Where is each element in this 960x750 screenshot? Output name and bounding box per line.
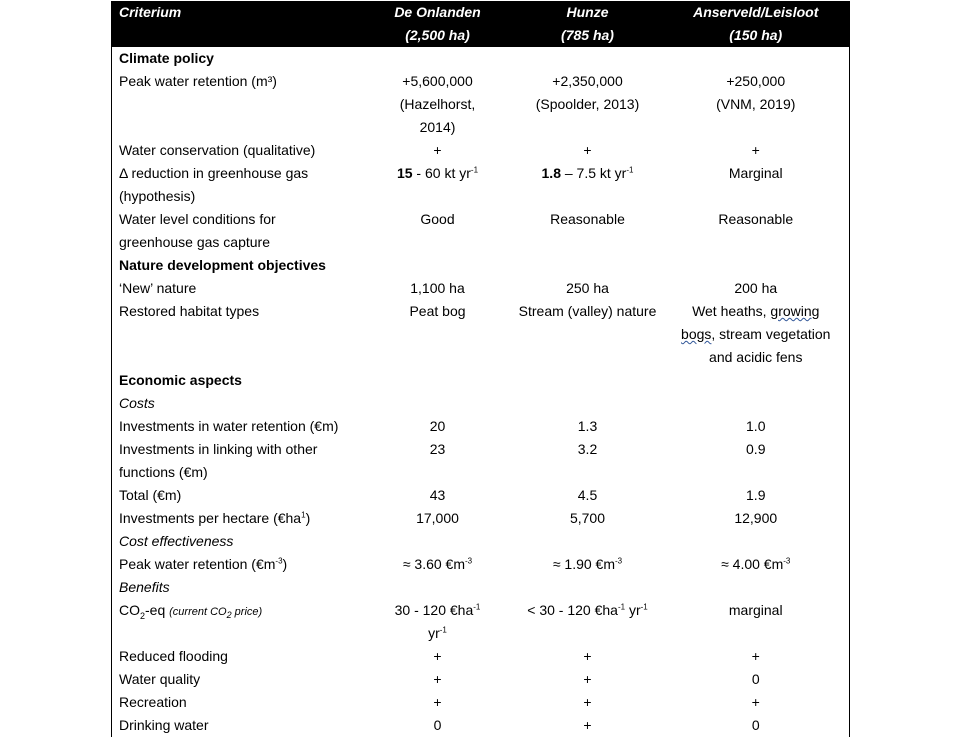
header-criterium: Criterium [112, 1, 363, 47]
cell-value [663, 70, 850, 139]
table-row [112, 70, 850, 139]
value-part: , stream vegetation [711, 326, 831, 342]
label-line: Δ reduction in greenhouse gas [119, 165, 309, 181]
cell-value: Reasonable [663, 208, 850, 254]
table-row [112, 691, 850, 714]
cell-value: 23 [429, 441, 446, 457]
cell-value: 15 - 60 kt $yr^{-1}$ [396, 165, 479, 181]
cell-value: 1,100 ha [410, 280, 465, 296]
source: (Spoolder, 2013) [535, 96, 640, 112]
cell-value [663, 300, 850, 369]
table-row [112, 507, 850, 530]
cell-value: 43 [429, 487, 446, 503]
table-row [112, 599, 850, 645]
table-row [112, 162, 850, 208]
table-row [112, 645, 850, 668]
row-label: Recreation [112, 691, 363, 714]
cell-value: + [663, 645, 850, 668]
value-part: Wet heaths, [692, 303, 771, 319]
value-part: bogs [681, 326, 712, 342]
value: +250,000 [726, 73, 786, 89]
value: 30 - 120 €ha [394, 602, 474, 618]
section-title: Climate policy [112, 47, 850, 70]
cell-value: + [433, 671, 442, 687]
subsection-cost-effectiveness [112, 530, 850, 553]
row-label: $CO_2-eq$ (current $CO_2$ price) [112, 599, 363, 645]
header-col1-area: (2,500 ha) [405, 27, 470, 43]
row-label: Investments in water retention (€m) [112, 415, 363, 438]
cell-value: 200 ha [663, 277, 850, 300]
subsection-title: Cost effectiveness [112, 530, 850, 553]
header-col2-area: (785 ha) [561, 27, 614, 43]
subsection-benefits [112, 576, 850, 599]
header-col3-name: Anserveld/Leisloot [693, 4, 819, 20]
table-row [112, 714, 850, 737]
cell-value: ≈ 4.00 $€m^{-3}$ [663, 553, 850, 576]
cell-value: 20 [429, 418, 446, 434]
value: ≈ 3.60 €m [402, 556, 466, 572]
value-rest: - 60 kt yr [412, 165, 471, 181]
row-label: ‘New’ nature [112, 277, 363, 300]
section-title: Economic aspects [112, 369, 850, 392]
section-nature-development [112, 254, 850, 277]
note-text: price) [231, 606, 263, 618]
cell-value: 17,000 [416, 510, 459, 526]
cell-value: + [433, 694, 442, 710]
label-line: greenhouse gas capture [119, 234, 270, 250]
cell-value: 0.9 [663, 438, 850, 484]
label-line: Water level conditions for [119, 211, 276, 227]
section-climate-policy [112, 47, 850, 70]
cell-value: Good [420, 211, 455, 227]
cell-value: marginal [663, 599, 850, 645]
subsection-title: Benefits [112, 576, 850, 599]
value: < 30 - 120 €ha [527, 602, 618, 618]
value-part: and acidic fens [709, 349, 803, 365]
row-label [112, 438, 363, 484]
cell-value: + [663, 691, 850, 714]
table-row [112, 438, 850, 484]
table-row [112, 484, 850, 507]
value-part: growing [770, 303, 820, 319]
note-text: (current CO [169, 606, 227, 618]
table-row [112, 139, 850, 162]
table-row [112, 277, 850, 300]
table-header-row [112, 1, 850, 47]
cell-value: + [433, 142, 442, 158]
section-economic-aspects [112, 369, 850, 392]
cell-value: 30 - 120 $€ha^{-1}$ $yr^{-1}$ [394, 602, 481, 641]
row-label: Peak water retention $(€m^{-3})$ [112, 553, 363, 576]
cell-value: 0 [433, 717, 442, 733]
row-label: Total (€m) [112, 484, 363, 507]
row-label: Peak water retention (m³) [112, 70, 363, 139]
cell-value: Peat bog [409, 303, 466, 319]
cell-value: 3.2 [577, 441, 598, 457]
cell-value: 1.0 [663, 415, 850, 438]
value-rest: – 7.5 kt yr [560, 165, 627, 181]
header-anserveld [663, 1, 850, 47]
cell-value: 5,700 [569, 510, 606, 526]
subsection-costs [112, 392, 850, 415]
cell-value [513, 70, 663, 139]
table-row [112, 415, 850, 438]
label-text: -eq [145, 602, 170, 618]
cell-value [363, 70, 513, 139]
header-de-onlanden [363, 1, 513, 47]
label-text: Investments per hectare (€ha [119, 510, 302, 526]
row-label: Reduced flooding [112, 645, 363, 668]
cell-value: + [583, 671, 592, 687]
table-row [112, 668, 850, 691]
cell-value: + [583, 648, 592, 664]
table-row [112, 300, 850, 369]
label-line: functions (€m) [119, 464, 208, 480]
label-note: (current $CO_2$ price) [169, 606, 263, 621]
row-label: Water quality [112, 668, 363, 691]
cell-value: 12,900 [663, 507, 850, 530]
value: ≈ 4.00 €m [721, 556, 784, 572]
table-row [112, 208, 850, 254]
label-text: CO [119, 602, 140, 618]
cell-value: 250 ha [566, 280, 609, 296]
label-text: Peak water retention (€m [119, 556, 276, 572]
subsection-title: Costs [112, 392, 850, 415]
value: +5,600,000 [402, 73, 473, 89]
label-line: (hypothesis) [119, 188, 196, 204]
row-label: Restored habitat types [112, 300, 363, 369]
row-label: Investments per hectare $(€ha^1)$ [112, 507, 363, 530]
cell-value: Reasonable [550, 211, 625, 227]
cell-value: + [583, 142, 592, 158]
header-col2-name: Hunze [566, 4, 609, 20]
cell-value: 4.5 [577, 487, 598, 503]
cell-value: + [583, 717, 592, 733]
cell-value: ≈ 3.60 $€m^{-3}$ [402, 556, 473, 572]
cell-value: 1.8 – 7.5 kt $yr^{-1}$ [541, 165, 634, 181]
section-title: Nature development objectives [112, 254, 850, 277]
value: yr [625, 602, 641, 618]
header-hunze [513, 1, 663, 47]
value: yr [428, 625, 440, 641]
cell-value: Stream (valley) nature [518, 303, 657, 319]
value-bold: 15 [396, 165, 413, 181]
source: 2014) [419, 119, 456, 135]
cell-value: + [433, 648, 442, 664]
table-row [112, 553, 850, 576]
row-label [112, 162, 363, 208]
header-col3-area: (150 ha) [729, 27, 783, 43]
cell-value: < 30 - 120 $€ha^{-1}$ $yr^{-1}$ [527, 602, 648, 618]
value: ≈ 1.90 €m [552, 556, 616, 572]
source: (VNM, 2019) [716, 96, 796, 112]
row-label [112, 208, 363, 254]
row-label: Water conservation (qualitative) [112, 139, 363, 162]
cell-value: 1.9 [663, 484, 850, 507]
label-line: Investments in linking with other [119, 441, 318, 457]
cell-value: 0 [663, 668, 850, 691]
source: (Hazelhorst, [399, 96, 476, 112]
cell-value: + [583, 694, 592, 710]
value-bold: 1.8 [541, 165, 561, 181]
cell-value: + [663, 139, 850, 162]
cell-value: ≈ 1.90 $€m^{-3}$ [552, 556, 623, 572]
cell-value: 1.3 [577, 418, 598, 434]
criteria-table [111, 1, 850, 737]
row-label: Drinking water [112, 714, 363, 737]
cell-value: Marginal [663, 162, 850, 208]
header-col1-name: De Onlanden [394, 4, 481, 20]
value: +2,350,000 [552, 73, 623, 89]
cell-value: 0 [663, 714, 850, 737]
